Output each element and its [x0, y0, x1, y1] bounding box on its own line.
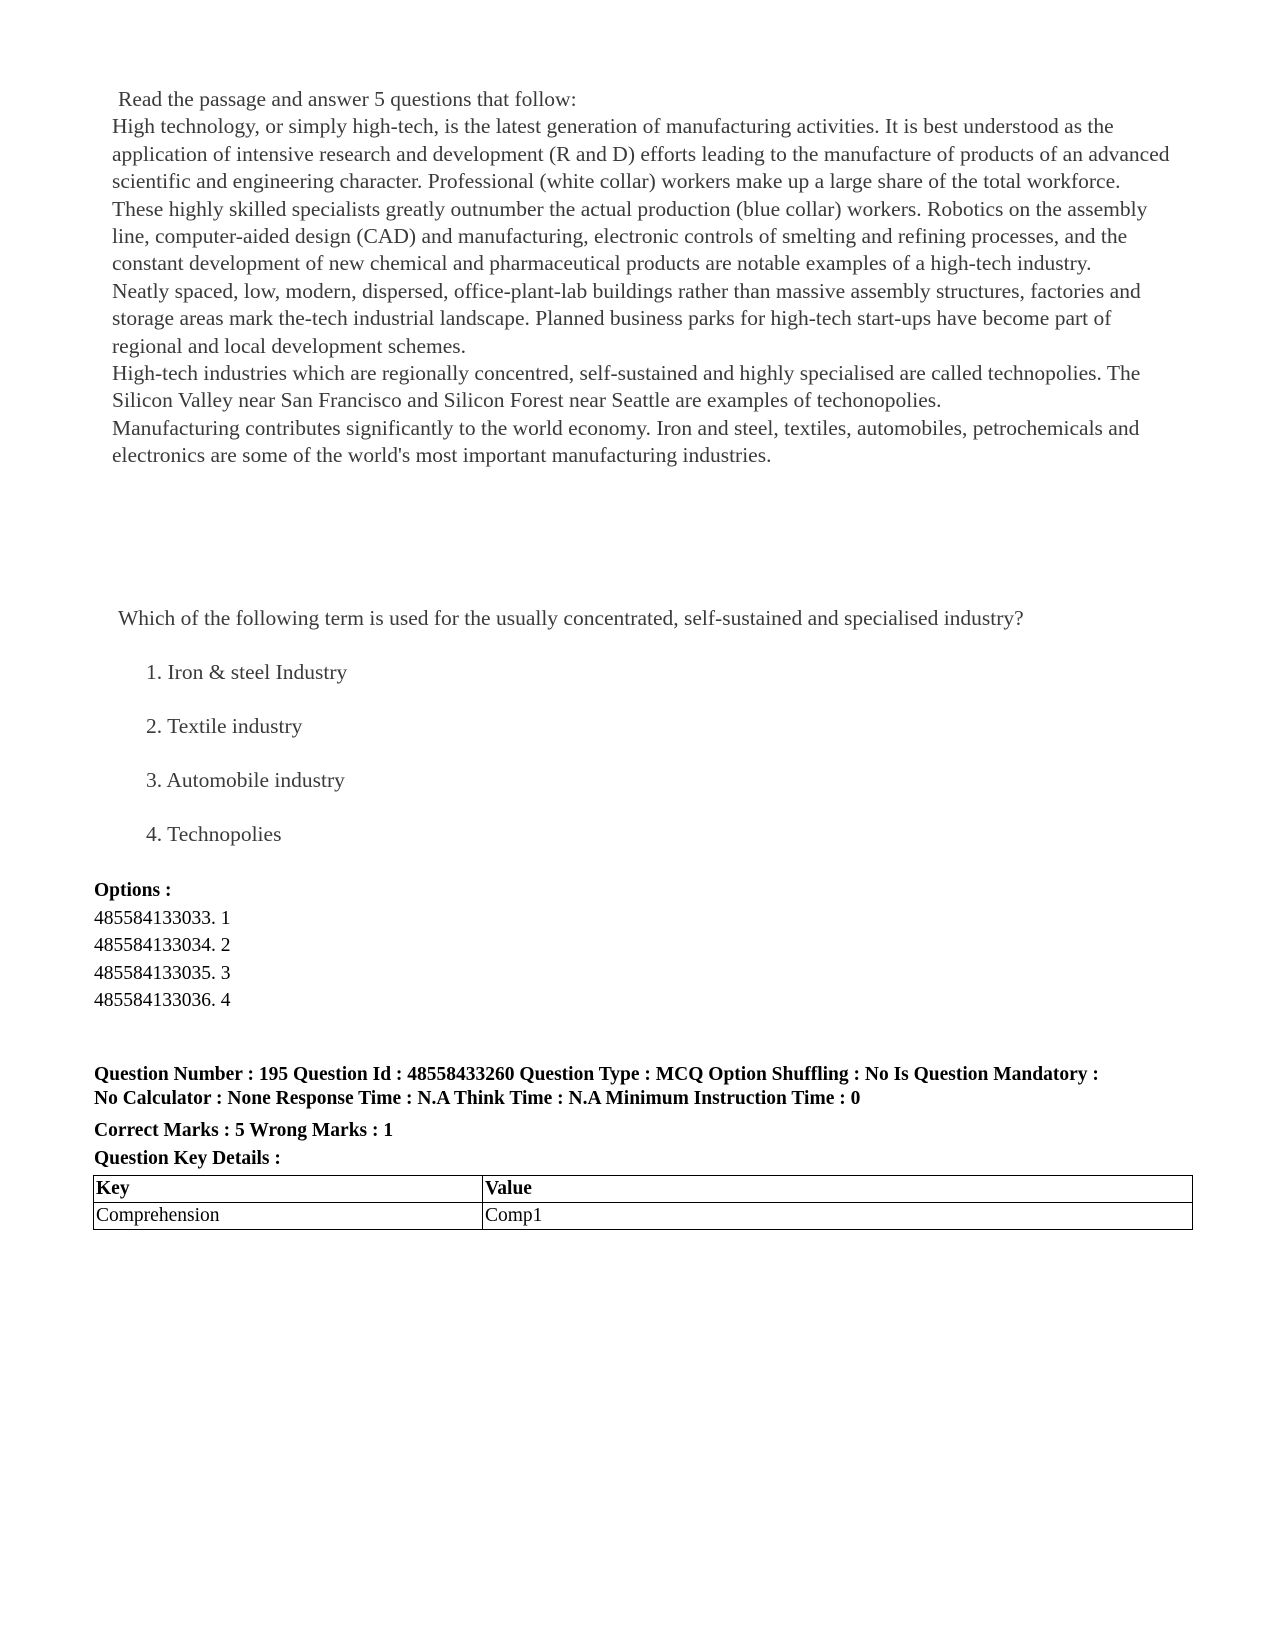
question-info-line: Question Number : 195 Question Id : 48558433260 Question Type : MCQ Option Shuffling : No Is Question Mandatory :: [94, 1064, 1099, 1085]
passage-paragraph: Neatly spaced, low, modern, dispersed, office-plant-lab buildings rather than massive assembly structures, factories and storage areas mark the-tech industrial landscape. Planned business parks for high-tech start-ups have become part of regional and local development schemes.: [112, 278, 1141, 358]
option-item: 485584133035. 3: [94, 962, 231, 984]
choice-item: 3. Automobile industry: [146, 768, 345, 792]
option-item: 485584133036. 4: [94, 990, 231, 1012]
table-header-row: [94, 1176, 1193, 1203]
table-cell: Comp1: [483, 1203, 1193, 1230]
choice-item: 2. Textile industry: [146, 714, 303, 738]
question-info: [94, 1063, 1194, 1110]
table-header-cell: Value: [483, 1176, 1193, 1203]
option-item: 485584133034. 2: [94, 935, 231, 957]
passage-image: [112, 86, 1172, 470]
question-info-line: No Calculator : None Response Time : N.A Think Time : N.A Minimum Instruction Time : 0: [94, 1087, 861, 1109]
key-details-heading: Question Key Details :: [94, 1148, 281, 1169]
passage-intro: Read the passage and answer 5 questions that follow:: [118, 87, 577, 111]
table-cell: Comprehension: [94, 1203, 483, 1230]
question-text: Which of the following term is used for the usually concentrated, self-sustained and specialised industry?: [118, 606, 1024, 630]
options-heading: Options :: [94, 880, 172, 901]
options-block: [94, 877, 1194, 1015]
passage-paragraph: High-tech industries which are regionally concentred, self-sustained and highly specialised are called technopolies. The Silicon Valley near San Francisco and Silicon Forest near Seattle are examples of techonopolies.: [112, 361, 1141, 413]
table-row: [94, 1203, 1193, 1230]
key-details-table: [93, 1175, 1193, 1230]
choice-item: 1. Iron & steel Industry: [146, 660, 348, 684]
passage-paragraph: Manufacturing contributes significantly to the world economy. Iron and steel, textiles, automobiles, petrochemicals and electronics are some of the world's most important manufacturing industries.: [112, 415, 1140, 468]
question-choices: [146, 660, 347, 876]
marks-line: Correct Marks : 5 Wrong Marks : 1: [94, 1120, 394, 1141]
choice-item: 4. Technopolies: [146, 822, 282, 846]
passage-paragraph: High technology, or simply high-tech, is the latest generation of manufacturing activities. It is best understood as the application of intensive research and development (R and D) efforts leading to the manufacture of products of an advanced scientific and engineering character. Professional (white collar) workers make up a large share of the total workforce. These highly skilled specialists greatly outnumber the actual production (blue collar) workers. Robotics on the assembly line, computer-aided design (CAD) and manufacturing, electronic controls of smelting and refining processes, and the constant development of new chemical and pharmaceutical products are notable examples of a high-tech industry.: [112, 114, 1170, 276]
table-header-cell: Key: [94, 1176, 483, 1203]
option-item: 485584133033. 1: [94, 907, 231, 929]
